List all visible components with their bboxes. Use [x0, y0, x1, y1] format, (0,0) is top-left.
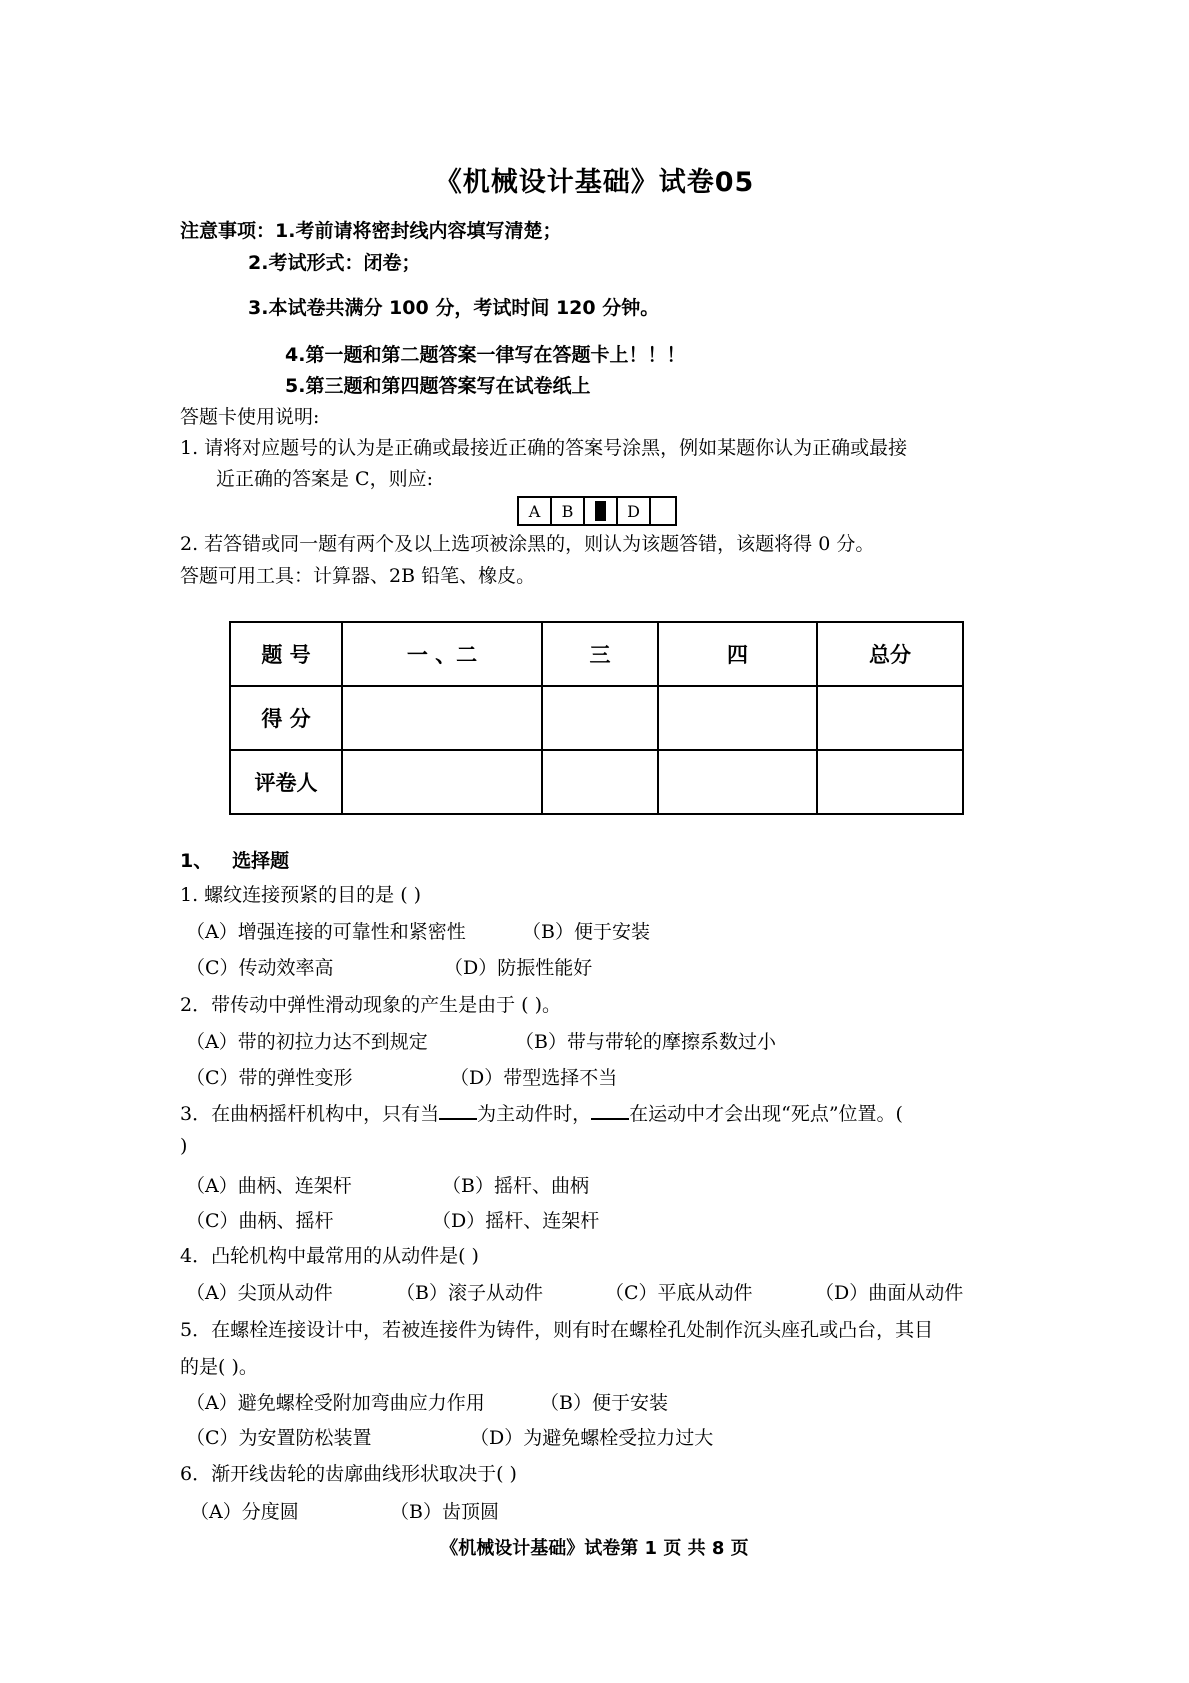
question-6-stem: 6．渐开线齿轮的齿廓曲线形状取决于( ) — [180, 1463, 517, 1485]
score-cell[interactable] — [658, 686, 817, 750]
question-5-option: （D）为避免螺栓受拉力过大 — [470, 1427, 714, 1449]
question-1-option: （C）传动效率高 — [186, 957, 334, 979]
question-2-option: （B）带与带轮的摩擦系数过小 — [515, 1031, 776, 1053]
question-4-stem: 4．凸轮机构中最常用的从动件是( ) — [180, 1245, 479, 1267]
question-3-stem-part: 3．在曲柄摇杆机构中，只有当 — [180, 1103, 440, 1125]
question-5-option: （A）避免螺栓受附加弯曲应力作用 — [186, 1392, 485, 1414]
header-cell: 三 — [542, 622, 658, 686]
question-2-stem: 2．带传动中弹性滑动现象的产生是由于 ( )。 — [180, 994, 561, 1016]
question-4-option: （D）曲面从动件 — [815, 1282, 964, 1304]
question-1-option: （D）防振性能好 — [444, 957, 593, 979]
grader-cell[interactable] — [817, 750, 963, 814]
question-3-stem-part: 为主动件时， — [477, 1103, 592, 1125]
header-cell: 总分 — [817, 622, 963, 686]
notice-item: 3.本试卷共满分 100 分，考试时间 120 分钟。 — [248, 297, 660, 319]
question-5-option: （B）便于安装 — [540, 1392, 668, 1414]
header-cell: 题 号 — [230, 622, 342, 686]
question-4-option: （B）滚子从动件 — [396, 1282, 543, 1304]
fill-blank — [439, 1104, 477, 1120]
question-4-option: （C）平底从动件 — [605, 1282, 753, 1304]
score-cell[interactable] — [342, 686, 542, 750]
score-table-row — [230, 686, 963, 750]
card-instruction-2: 2. 若答错或同一题有两个及以上选项被涂黑的，则认为该题答错，该题将得 0 分。 — [180, 533, 875, 555]
question-3-option: （D）摇杆、连架杆 — [432, 1210, 600, 1232]
question-2-option: （D）带型选择不当 — [450, 1067, 618, 1089]
notice-label: 注意事项： — [180, 220, 276, 242]
notice-item: 1.考前请将密封线内容填写清楚； — [275, 220, 562, 242]
question-4-option: （A）尖顶从动件 — [186, 1282, 333, 1304]
question-5-stem-cont: 的是( )。 — [180, 1356, 258, 1378]
question-1-option: （B）便于安装 — [522, 921, 650, 943]
question-2-option: （C）带的弹性变形 — [186, 1067, 353, 1089]
answer-cell-d: D — [618, 498, 651, 524]
answer-cell-a: A — [519, 498, 552, 524]
answer-cell-empty — [651, 498, 675, 524]
filled-mark-icon — [595, 501, 606, 521]
question-6-option: （B）齿顶圆 — [390, 1501, 499, 1523]
notice-item: 4.第一题和第二题答案一律写在答题卡上！！！ — [285, 344, 686, 366]
card-instructions-heading: 答题卡使用说明: — [180, 406, 320, 428]
score-cell[interactable] — [542, 686, 658, 750]
score-table — [229, 621, 964, 815]
score-table-header-row — [230, 622, 963, 686]
page-footer: 《机械设计基础》试卷第 1 页 共 8 页 — [440, 1538, 749, 1559]
section-heading — [180, 846, 289, 873]
card-instruction-1: 1. 请将对应题号的认为是正确或最接近正确的答案号涂黑，例如某题你认为正确或最接 — [180, 437, 908, 459]
question-3-option: （B）摇杆、曲柄 — [442, 1175, 589, 1197]
grader-cell[interactable] — [342, 750, 542, 814]
question-3-option: （A）曲柄、连架杆 — [186, 1175, 352, 1197]
notice-line-1 — [180, 216, 561, 243]
question-1-stem: 1. 螺纹连接预紧的目的是 ( ) — [180, 884, 422, 906]
question-3-stem — [180, 1099, 903, 1126]
section-number: 1、 — [180, 850, 213, 872]
answer-card-example — [517, 496, 677, 526]
question-1-option: （A）增强连接的可靠性和紧密性 — [186, 921, 466, 943]
score-table-row — [230, 750, 963, 814]
header-cell: 四 — [658, 622, 817, 686]
fill-blank — [591, 1104, 629, 1120]
question-2-option: （A）带的初拉力达不到规定 — [186, 1031, 428, 1053]
page-title: 《机械设计基础》试卷05 — [434, 167, 755, 198]
row-label: 得 分 — [230, 686, 342, 750]
question-3-stem-part: 在运动中才会出现“死点”位置。( — [629, 1103, 903, 1125]
notice-item: 5.第三题和第四题答案写在试卷纸上 — [285, 375, 591, 397]
question-3-stem-cont: ) — [180, 1135, 188, 1157]
question-5-stem: 5．在螺栓连接设计中，若被连接件为铸件，则有时在螺栓孔处制作沉头座孔或凸台，其目 — [180, 1319, 934, 1341]
allowed-tools: 答题可用工具：计算器、2B 铅笔、橡皮。 — [180, 565, 536, 587]
answer-cell-b: B — [552, 498, 585, 524]
card-instruction-1-cont: 近正确的答案是 C，则应: — [216, 468, 433, 490]
grader-cell[interactable] — [658, 750, 817, 814]
question-3-option: （C）曲柄、摇杆 — [186, 1210, 334, 1232]
question-6-option: （A）分度圆 — [190, 1501, 299, 1523]
row-label: 评卷人 — [230, 750, 342, 814]
question-5-option: （C）为安置防松装置 — [186, 1427, 372, 1449]
notice-item: 2.考试形式：闭卷； — [248, 252, 421, 274]
section-title: 选择题 — [232, 850, 290, 872]
grader-cell[interactable] — [542, 750, 658, 814]
answer-cell-c-filled — [585, 498, 618, 524]
score-cell[interactable] — [817, 686, 963, 750]
header-cell: 一 、二 — [342, 622, 542, 686]
